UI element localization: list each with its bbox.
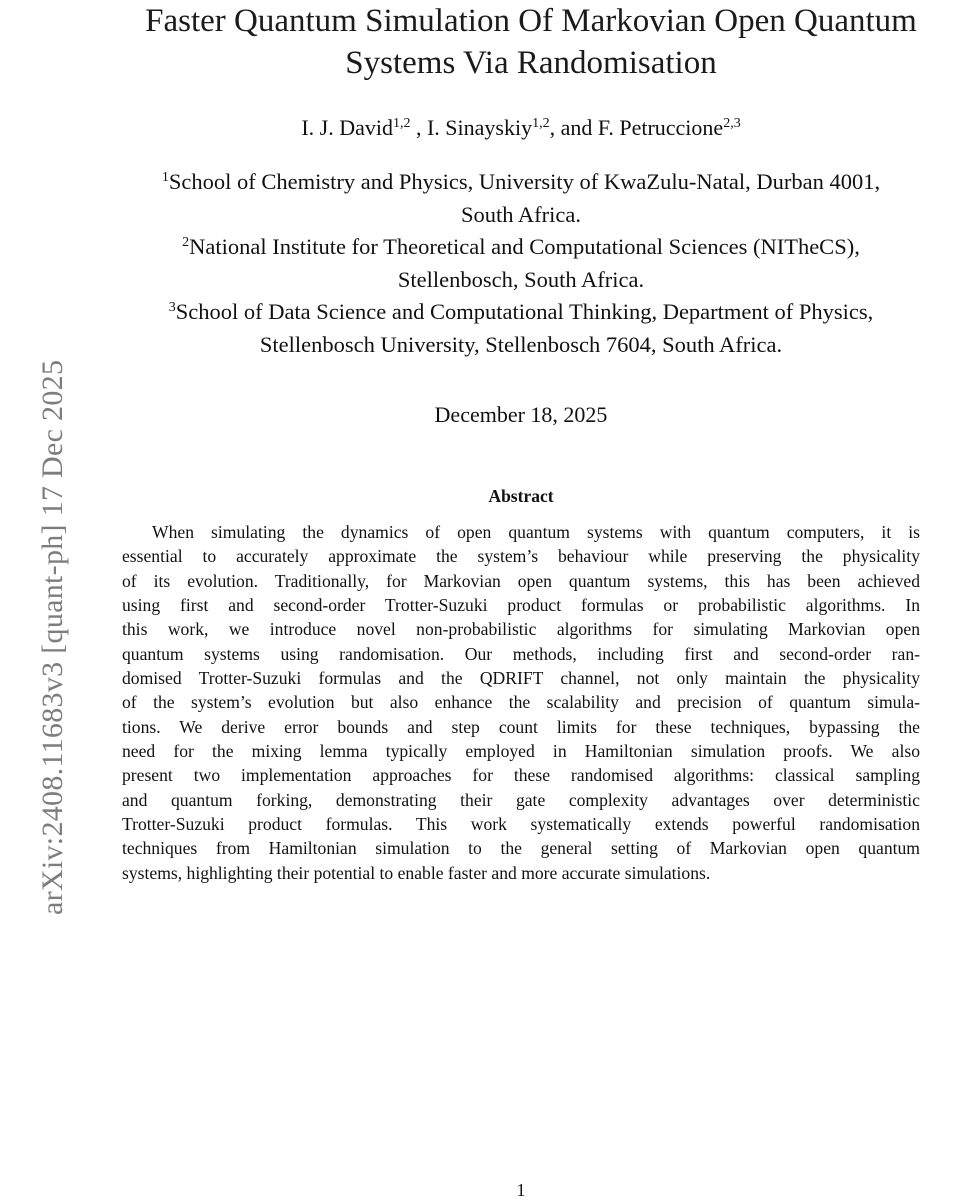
abstract-line: essential to accurately approximate the system’s behaviour while preserving the physicality [122,546,920,567]
abstract-line: and quantum forking, demonstrating their gate complexity advantages over deterministic [122,789,920,810]
author-affiliation-mark: 2,3 [723,116,741,131]
title-line-1: Faster Quantum Simulation Of Markovian Open Quantum [145,3,917,39]
author-affiliation-mark: 1,2 [392,116,411,131]
abstract-body [122,520,920,885]
arxiv-identifier-stamp: arXiv:2408.11683v3 [quant-ph] 17 Dec 2025 [36,359,69,915]
affiliation-text: National Institute for Theoretical and Computational Sciences (NITheCS), [189,234,860,259]
affiliation-2-line-2: Stellenbosch, South Africa. [397,266,645,292]
author-name: I. J. David [301,115,393,140]
affiliation-3-line-1 [60,296,962,329]
abstract-line: Trotter-Suzuki product formulas. This work systematically extends powerful randomisation [122,814,920,835]
affiliation-text: School of Chemistry and Physics, University of KwaZulu-Natal, Durban 4001, [168,169,881,194]
affiliation-mark: 3 [168,300,176,315]
affiliation-1-line-2: South Africa. [461,201,581,227]
abstract-line: need for the mixing lemma typically employed in Hamiltonian simulation proofs. We also [122,741,920,762]
affiliation-list [60,166,962,361]
affiliation-3-line-2: Stellenbosch University, Stellenbosch 7604, South Africa. [259,331,783,357]
affiliation-mark: 1 [161,170,169,185]
abstract-line: of its evolution. Traditionally, for Markovian open quantum systems, this has been achieved [122,570,920,591]
affiliation-2-line-1 [60,231,962,264]
author-separator: , and [549,115,598,140]
author-list [60,114,962,142]
abstract-heading: Abstract [488,486,554,506]
abstract-line: present two implementation approaches for these randomised algorithms: classical sampling [122,765,920,786]
abstract-line: systems, highlighting their potential to enable faster and more accurate simulations. [122,862,711,883]
title-line-2: Systems Via Randomisation [345,45,717,81]
abstract-line: techniques from Hamiltonian simulation to the general setting of Markovian open quantum [122,838,920,859]
abstract-line: of the system’s evolution but also enhance the scalability and precision of quantum simula- [122,692,920,713]
affiliation-text: School of Data Science and Computational Thinking, Department of Physics, [175,299,874,324]
author-affiliation-mark: 1,2 [532,116,550,131]
abstract-line: When simulating the dynamics of open quantum systems with quantum computers, it is [152,522,920,542]
affiliation-1-line-1 [60,166,962,199]
abstract-line: tions. We derive error bounds and step count limits for these techniques, bypassing the [122,716,920,737]
abstract-line: using first and second-order Trotter-Suzuki product formulas or probabilistic algorithms. In [122,595,920,616]
affiliation-mark: 2 [182,235,190,250]
author-separator: , [410,115,427,140]
author-name: I. Sinayskiy [426,115,533,140]
paper-title [20,0,962,84]
page-number: 1 [516,1180,526,1200]
abstract-line: this work, we introduce novel non-probabilistic algorithms for simulating Markovian open [122,619,920,640]
abstract-line: domised Trotter-Suzuki formulas and the QDRIFT channel, not only maintain the physicality [122,668,920,689]
author-name: F. Petruccione [597,115,724,140]
abstract-line: quantum systems using randomisation. Our methods, including first and second-order ran- [122,643,920,664]
publication-date: December 18, 2025 [434,402,608,427]
